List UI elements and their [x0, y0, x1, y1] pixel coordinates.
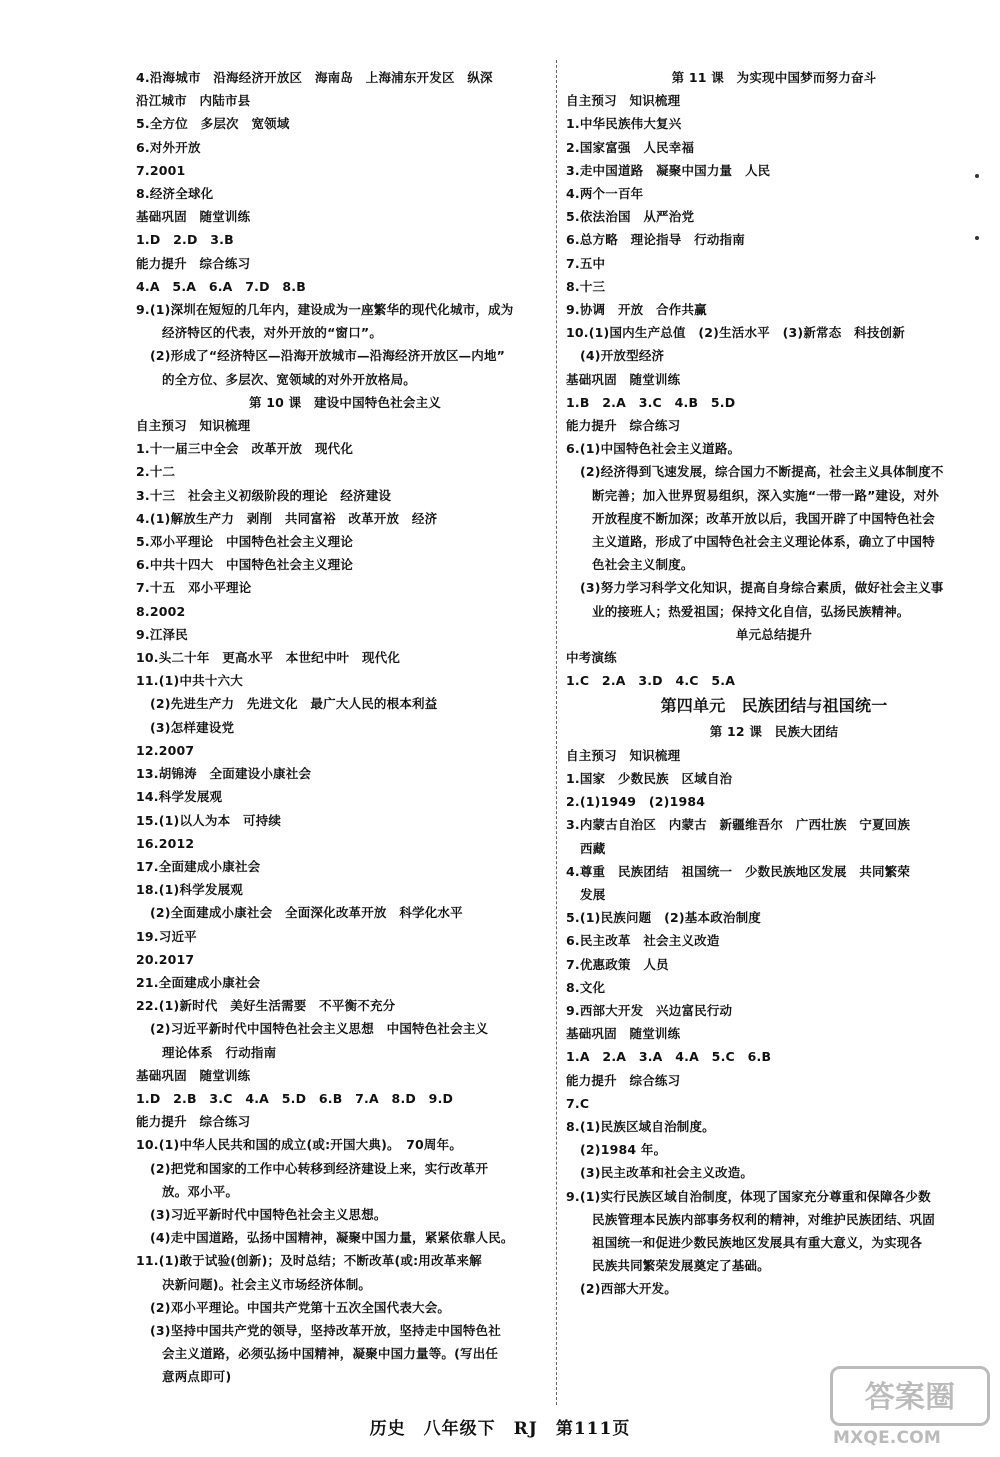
- left-column-line: 19.习近平: [136, 928, 197, 944]
- left-column-line: 10.头二十年 更高水平 本世纪中叶 现代化: [136, 650, 401, 666]
- right-column-line: 1.A 2.A 3.A 4.A 5.C 6.B: [566, 1049, 772, 1065]
- left-column-line: 12.2007: [136, 742, 195, 758]
- left-column-line: (3)坚持中国共产党的领导，坚持改革开放，坚持走中国特色社: [150, 1322, 501, 1338]
- left-column-line: 8.2002: [136, 603, 186, 619]
- left-column-line: (2)邓小平理论。中国共产党第十五次全国代表大会。: [150, 1299, 451, 1315]
- left-column-line: 意两点即可): [162, 1369, 232, 1385]
- page-footer: 历史 八年级下 RJ 第111页: [369, 1419, 631, 1439]
- right-column-line: 7.C: [566, 1095, 590, 1111]
- left-column-line: (2)全面建成小康社会 全面深化改革开放 科学化水平: [150, 905, 463, 921]
- left-column-line: 1.D 2.B 3.C 4.A 5.D 6.B 7.A 8.D 9.D: [136, 1090, 454, 1106]
- left-column-line: 14.科学发展观: [136, 789, 223, 805]
- left-column-line: 18.(1)科学发展观: [136, 882, 243, 898]
- scan-dot: [975, 174, 979, 178]
- right-column-line: 开放程度不断加深；改革开放以后，我国开辟了中国特色社会: [592, 510, 935, 526]
- right-column-line: (3)努力学习科学文化知识，提高自身综合素质，做好社会主义事: [580, 580, 944, 596]
- right-column-line: 3.走中国道路 凝聚中国力量 人民: [566, 162, 771, 178]
- left-column-line: 20.2017: [136, 951, 195, 967]
- right-column-line: 能力提升 综合练习: [566, 1072, 681, 1088]
- left-column-line: 15.(1)以人为本 可持续: [136, 812, 282, 828]
- left-column-line: 22.(1)新时代 美好生活需要 不平衡不充分: [136, 998, 396, 1014]
- left-column-line: 3.十三 社会主义初级阶段的理论 经济建设: [136, 487, 392, 503]
- right-column-line: 单元总结提升: [735, 626, 813, 642]
- right-column-line: 9.西部大开发 兴边富民行动: [566, 1002, 733, 1018]
- right-column-line: 自主预习 知识梳理: [566, 747, 681, 763]
- left-column-line: 能力提升 综合练习: [136, 255, 251, 271]
- left-column-line: (4)走中国道路，弘扬中国精神，凝聚中国力量，紧紧依靠人民。: [150, 1230, 514, 1246]
- left-column-line: 1.十一届三中全会 改革开放 现代化: [136, 441, 354, 457]
- left-column-line: 理论体系 行动指南: [162, 1044, 277, 1060]
- right-column-line: 6.(1)中国特色社会主义道路。: [566, 441, 741, 457]
- right-column-line: 10.(1)国内生产总值 (2)生活水平 (3)新常态 科技创新: [566, 325, 905, 341]
- right-column-line: 9.(1)实行民族区域自治制度，体现了国家充分尊重和保障各少数: [566, 1188, 931, 1204]
- left-column-line: 4.A 5.A 6.A 7.D 8.B: [136, 278, 306, 294]
- column-divider: [556, 60, 558, 1405]
- left-column-line: 11.(1)敢于试验(创新)；及时总结；不断改革(或:用改革来解: [136, 1253, 482, 1269]
- left-column-line: 17.全面建成小康社会: [136, 858, 261, 874]
- right-column-line: 业的接班人；热爱祖国；保持文化自信，弘扬民族精神。: [592, 603, 910, 619]
- left-column-line: (3)习近平新时代中国特色社会主义思想。: [150, 1206, 387, 1222]
- right-column-line: 能力提升 综合练习: [566, 418, 681, 434]
- right-column-line: 西藏: [580, 840, 606, 856]
- right-column-line: 2.国家富强 人民幸福: [566, 139, 695, 155]
- scan-dot: [975, 236, 979, 240]
- left-column-line: 1.D 2.D 3.B: [136, 232, 234, 248]
- right-column-line: 7.五中: [566, 255, 606, 271]
- right-column-line: 1.中华民族伟大复兴: [566, 116, 682, 132]
- left-column-line: 6.中共十四大 中国特色社会主义理论: [136, 557, 354, 573]
- left-column-line: 沿江城市 内陆市县: [136, 93, 251, 109]
- left-column-line: 2.十二: [136, 464, 176, 480]
- left-column-line: (3)怎样建设党: [150, 719, 235, 735]
- right-column-line: 民族管理本民族内部事务权利的精神，对维护民族团结、巩固: [592, 1211, 935, 1227]
- left-column-line: 决新问题)。社会主义市场经济体制。: [162, 1276, 372, 1292]
- left-column-line: 的全方位、多层次、宽领域的对外开放格局。: [162, 371, 417, 387]
- right-column-line: 2.(1)1949 (2)1984: [566, 794, 706, 810]
- left-column-line: 5.全方位 多层次 宽领域: [136, 116, 290, 132]
- left-column-line: 4.(1)解放生产力 剥削 共同富裕 改革开放 经济: [136, 510, 438, 526]
- left-column-line: 7.2001: [136, 162, 186, 178]
- left-column-line: (2)形成了“经济特区—沿海开放城市—沿海经济开放区—内地”: [150, 348, 506, 364]
- right-column-line: 8.十三: [566, 278, 606, 294]
- right-column-line: 4.两个一百年: [566, 186, 644, 202]
- left-column-line: 16.2012: [136, 835, 195, 851]
- left-column-line: 6.对外开放: [136, 139, 201, 155]
- right-column-line: 7.优惠政策 人员: [566, 956, 669, 972]
- right-column-line: 断完善；加入世界贸易组织，深入实施“一带一路”建设，对外: [592, 487, 940, 503]
- left-column-line: 4.沿海城市 沿海经济开放区 海南岛 上海浦东开发区 纵深: [136, 70, 493, 85]
- right-column-line: 主义道路，形成了中国特色社会主义理论体系，确立了中国特: [592, 534, 935, 550]
- right-column-line: 1.B 2.A 3.C 4.B 5.D: [566, 394, 736, 410]
- left-column-line: 9.江泽民: [136, 626, 188, 642]
- right-column-line: 民族共同繁荣发展奠定了基础。: [592, 1258, 770, 1274]
- right-column-line: (2)西部大开发。: [580, 1281, 677, 1297]
- watermark-site: MXQE.COM: [833, 1428, 941, 1448]
- left-column-line: 8.经济全球化: [136, 186, 214, 202]
- right-column-line: 1.国家 少数民族 区域自治: [566, 770, 733, 786]
- left-column-line: 经济特区的代表，对外开放的“窗口”。: [162, 325, 383, 341]
- right-column-line: (2)1984 年。: [580, 1142, 667, 1158]
- right-column-line: 8.(1)民族区域自治制度。: [566, 1118, 715, 1134]
- left-column-line: (2)把党和国家的工作中心转移到经济建设上来，实行改革开: [150, 1160, 489, 1176]
- right-column-line: 第四单元 民族团结与祖国统一: [660, 696, 888, 716]
- right-column-line: 3.内蒙古自治区 内蒙古 新疆维吾尔 广西壮族 宁夏回族: [566, 817, 911, 833]
- left-column-line: 9.(1)深圳在短短的几年内，建设成为一座繁华的现代化城市，成为: [136, 302, 514, 318]
- left-column-line: 自主预习 知识梳理: [136, 418, 251, 434]
- right-column-line: (2)经济得到飞速发展，综合国力不断提高，社会主义具体制度不: [580, 464, 944, 480]
- right-column-line: 5.(1)民族问题 (2)基本政治制度: [566, 910, 761, 926]
- left-column-line: 第 10 课 建设中国特色社会主义: [249, 394, 441, 410]
- right-column-line: 5.依法治国 从严治党: [566, 209, 695, 225]
- right-column-line: 6.民主改革 社会主义改造: [566, 933, 720, 949]
- left-column: [136, 66, 554, 1389]
- left-column-line: 会主义道路，必须弘扬中国精神，凝聚中国力量等。(写出任: [162, 1346, 499, 1362]
- right-column-line: 6.总方略 理论指导 行动指南: [566, 232, 745, 248]
- left-column-line: 13.胡锦涛 全面建设小康社会: [136, 766, 312, 782]
- right-column-line: 8.文化: [566, 979, 606, 995]
- right-column-line: 1.C 2.A 3.D 4.C 5.A: [566, 673, 736, 689]
- watermark-logo: 答案圈: [830, 1366, 990, 1426]
- right-column-line: 9.协调 开放 合作共赢: [566, 302, 707, 318]
- left-column-line: 5.邓小平理论 中国特色社会主义理论: [136, 534, 354, 550]
- left-column-line: (2)先进生产力 先进文化 最广大人民的根本利益: [150, 696, 438, 712]
- right-column-line: 基础巩固 随堂训练: [566, 1026, 681, 1042]
- right-column-line: 4.尊重 民族团结 祖国统一 少数民族地区发展 共同繁荣: [566, 863, 911, 879]
- right-column-line: 基础巩固 随堂训练: [566, 371, 681, 387]
- right-column-line: 祖国统一和促进少数民族地区发展具有重大意义，为实现各: [592, 1234, 923, 1250]
- right-column-line: 中考演练: [566, 650, 617, 666]
- left-column-line: 放。邓小平。: [162, 1183, 239, 1199]
- right-column-line: (4)开放型经济: [580, 348, 665, 364]
- right-column-line: (3)民主改革和社会主义改造。: [580, 1165, 754, 1181]
- right-column-line: 自主预习 知识梳理: [566, 93, 681, 109]
- right-column-line: 色社会主义制度。: [592, 557, 694, 573]
- right-column: [566, 66, 982, 1301]
- left-column-line: (2)习近平新时代中国特色社会主义思想 中国特色社会主义: [150, 1021, 489, 1037]
- left-column-line: 基础巩固 随堂训练: [136, 209, 251, 225]
- left-column-line: 能力提升 综合练习: [136, 1114, 251, 1130]
- right-column-line: 发展: [580, 886, 606, 902]
- left-column-line: 基础巩固 随堂训练: [136, 1067, 251, 1083]
- left-column-line: 7.十五 邓小平理论: [136, 580, 252, 596]
- right-column-line: 第 12 课 民族大团结: [709, 724, 839, 740]
- right-column-line: 第 11 课 为实现中国梦而努力奋斗: [671, 70, 877, 85]
- left-column-line: 21.全面建成小康社会: [136, 974, 261, 990]
- left-column-line: 11.(1)中共十六大: [136, 673, 243, 689]
- left-column-line: 10.(1)中华人民共和国的成立(或:开国大典)。 70周年。: [136, 1137, 463, 1153]
